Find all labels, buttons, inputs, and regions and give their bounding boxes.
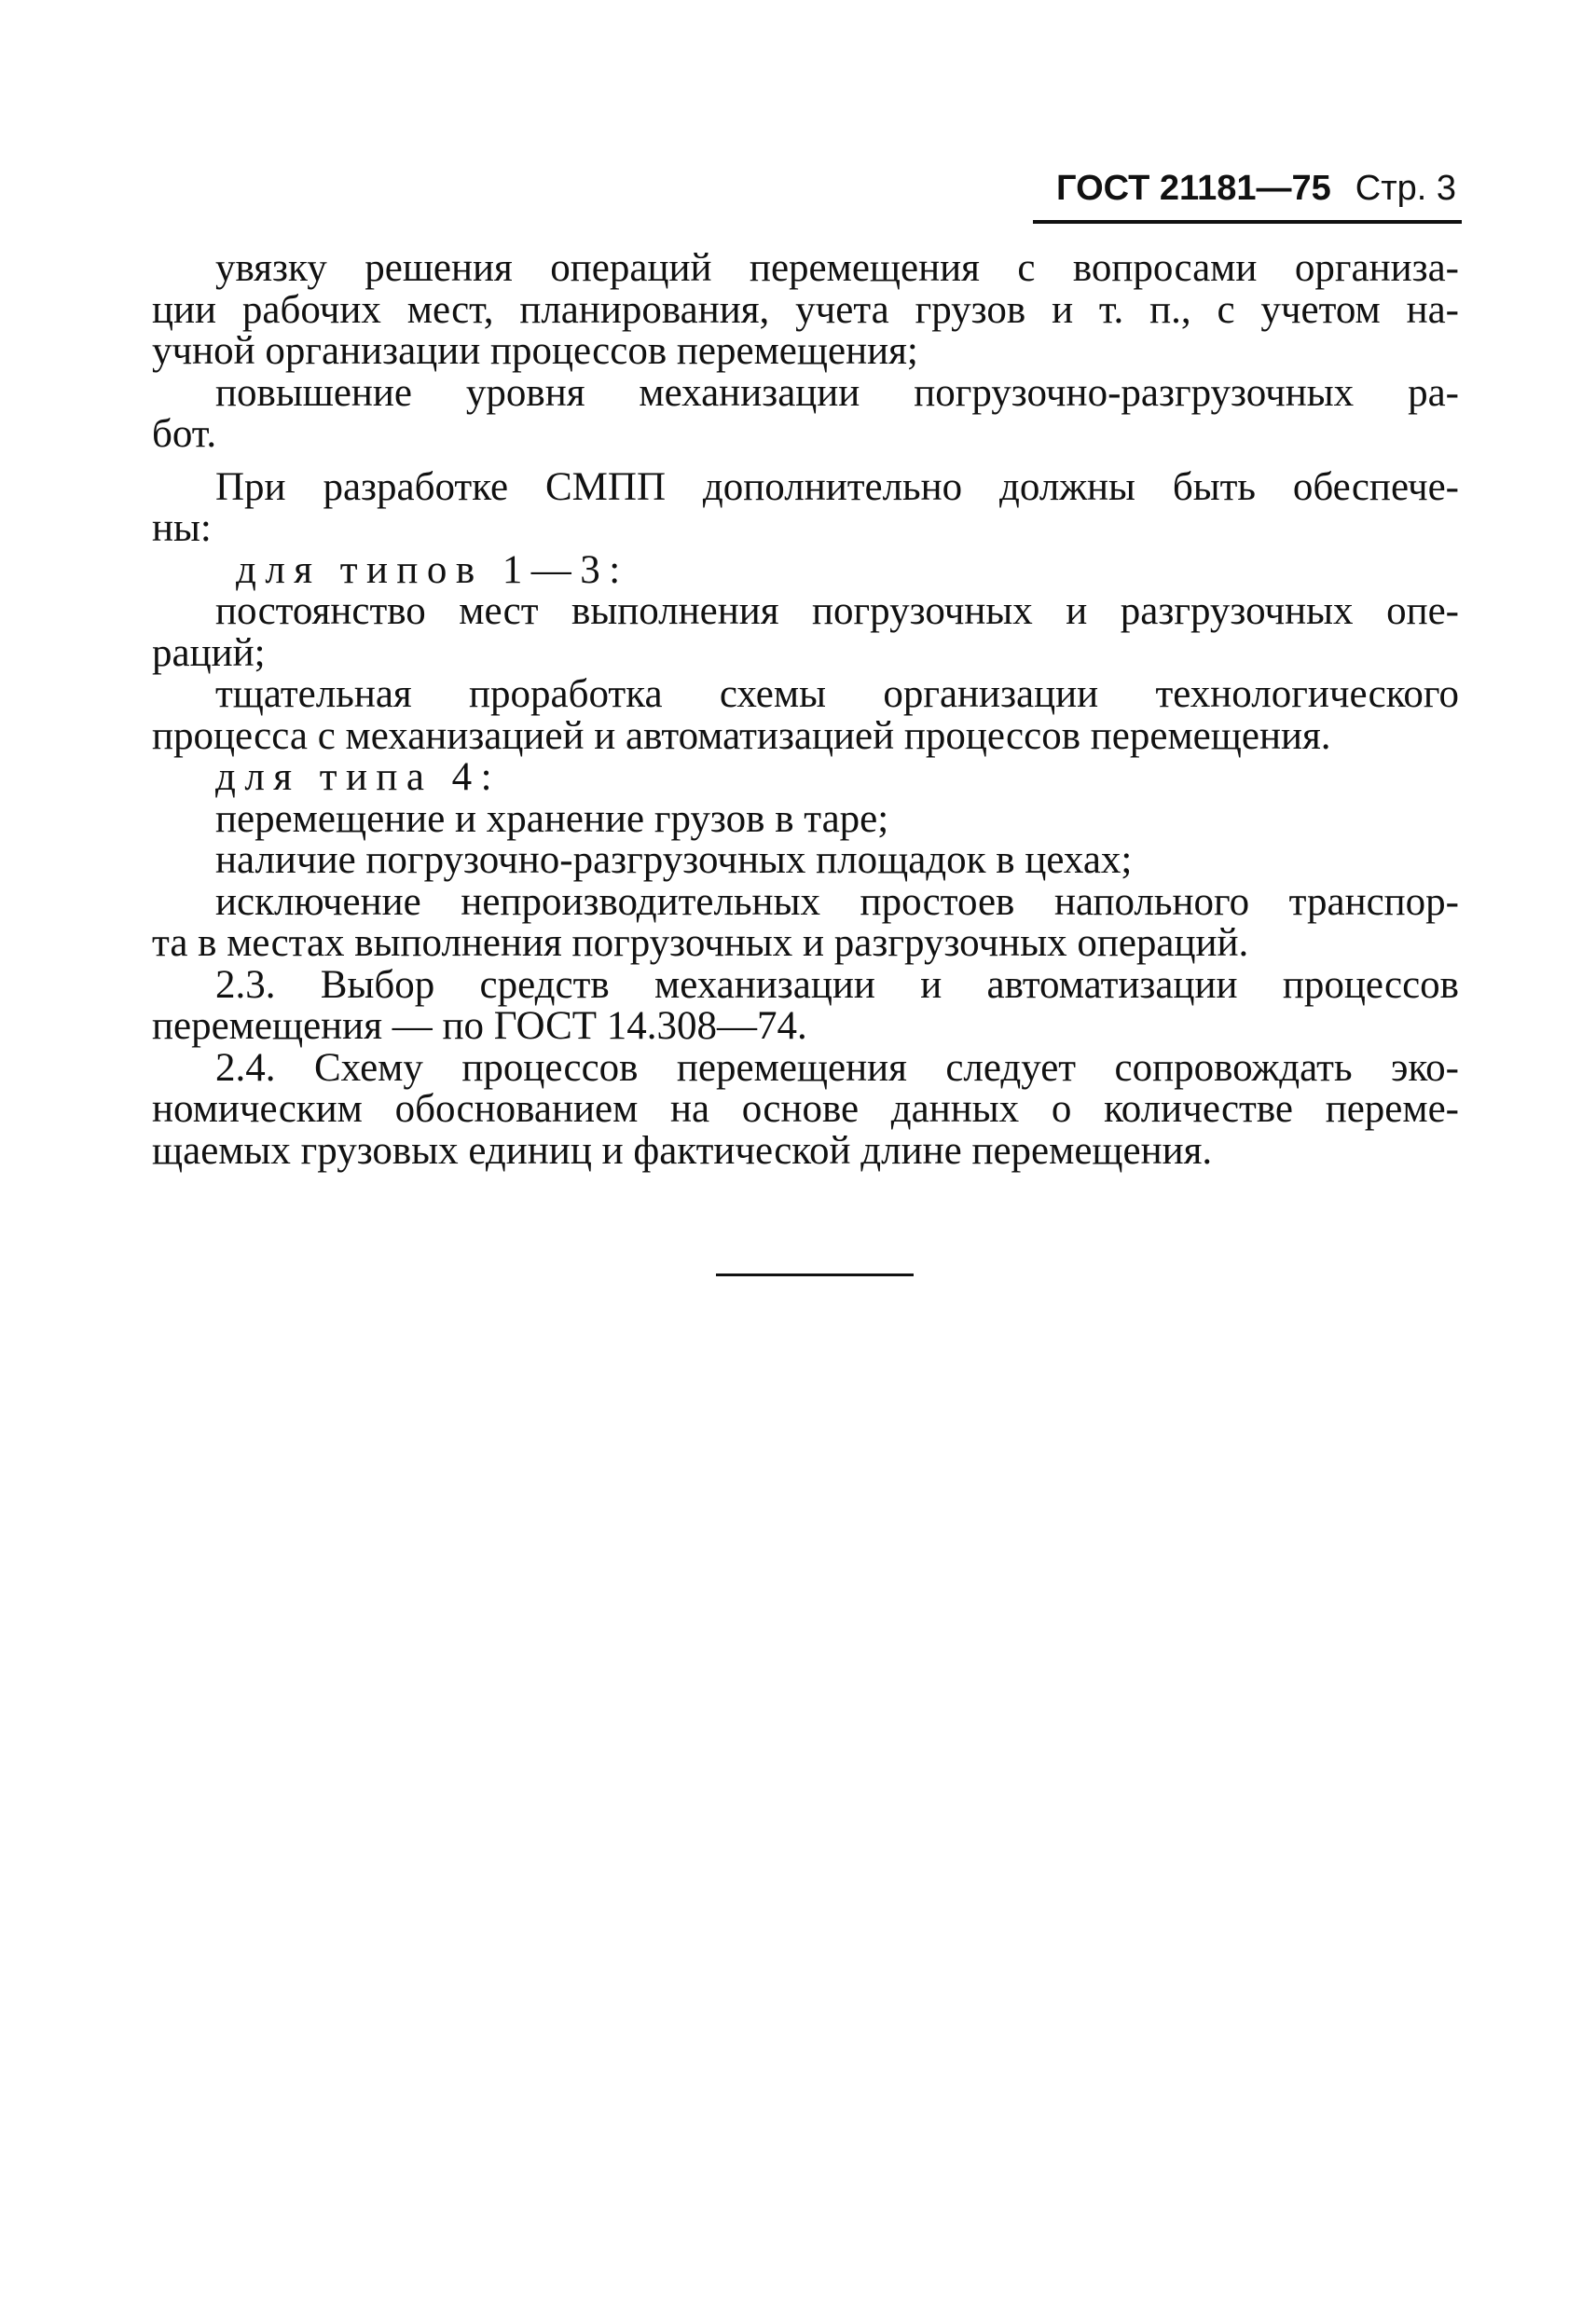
subheading: для типов 1—3: [236, 547, 629, 592]
text-line: раций; [152, 630, 266, 675]
text-line: исключение непроизводительных простоев напольного транспор- [215, 879, 1459, 924]
text-line: увязку решения операций перемещения с вопросами организа- [215, 246, 1459, 290]
end-rule [716, 1274, 914, 1276]
subheading: для типа 4: [215, 755, 502, 799]
text-line: учной организации процессов перемещения; [152, 329, 918, 373]
text-line: щаемых грузовых единиц и фактической длине перемещения. [152, 1128, 1213, 1173]
page-header [1033, 166, 1462, 224]
text-line: номическим обоснованием на основе данных о количестве переме- [152, 1087, 1459, 1131]
text-line: 2.3. Выбор средств механизации и автоматизации процессов [215, 962, 1459, 1007]
text-line: ции рабочих мест, планирования, учета грузов и т. п., с учетом на- [152, 287, 1459, 332]
text-line: перемещение и хранение грузов в таре; [215, 796, 889, 841]
text-line: перемещения — по ГОСТ 14.308—74. [152, 1004, 807, 1048]
standard-number: ГОСТ 21181—75 [1056, 169, 1331, 208]
text-line: ны: [152, 506, 212, 550]
header-text [1056, 166, 1456, 211]
text-line: 2.4. Схему процессов перемещения следует сопровождать эко- [215, 1045, 1459, 1090]
text-line: процесса с механизацией и автоматизацией процессов перемещения. [152, 713, 1331, 758]
text-line: наличие погрузочно-разгрузочных площадок в цехах; [215, 838, 1133, 882]
text-line: бот. [152, 412, 217, 456]
text-line: та в местах выполнения погрузочных и разгрузочных операций. [152, 921, 1249, 965]
text-line: При разработке СМПП дополнительно должны быть обеспече- [215, 464, 1459, 509]
document-body [152, 248, 1459, 1172]
page-number: Стр. 3 [1355, 169, 1456, 208]
text-line: постоянство мест выполнения погрузочных и разгрузочных опе- [215, 589, 1459, 633]
text-line: тщательная проработка схемы организации технологического [215, 672, 1459, 716]
text-line: повышение уровня механизации погрузочно-разгрузочных ра- [215, 370, 1459, 415]
